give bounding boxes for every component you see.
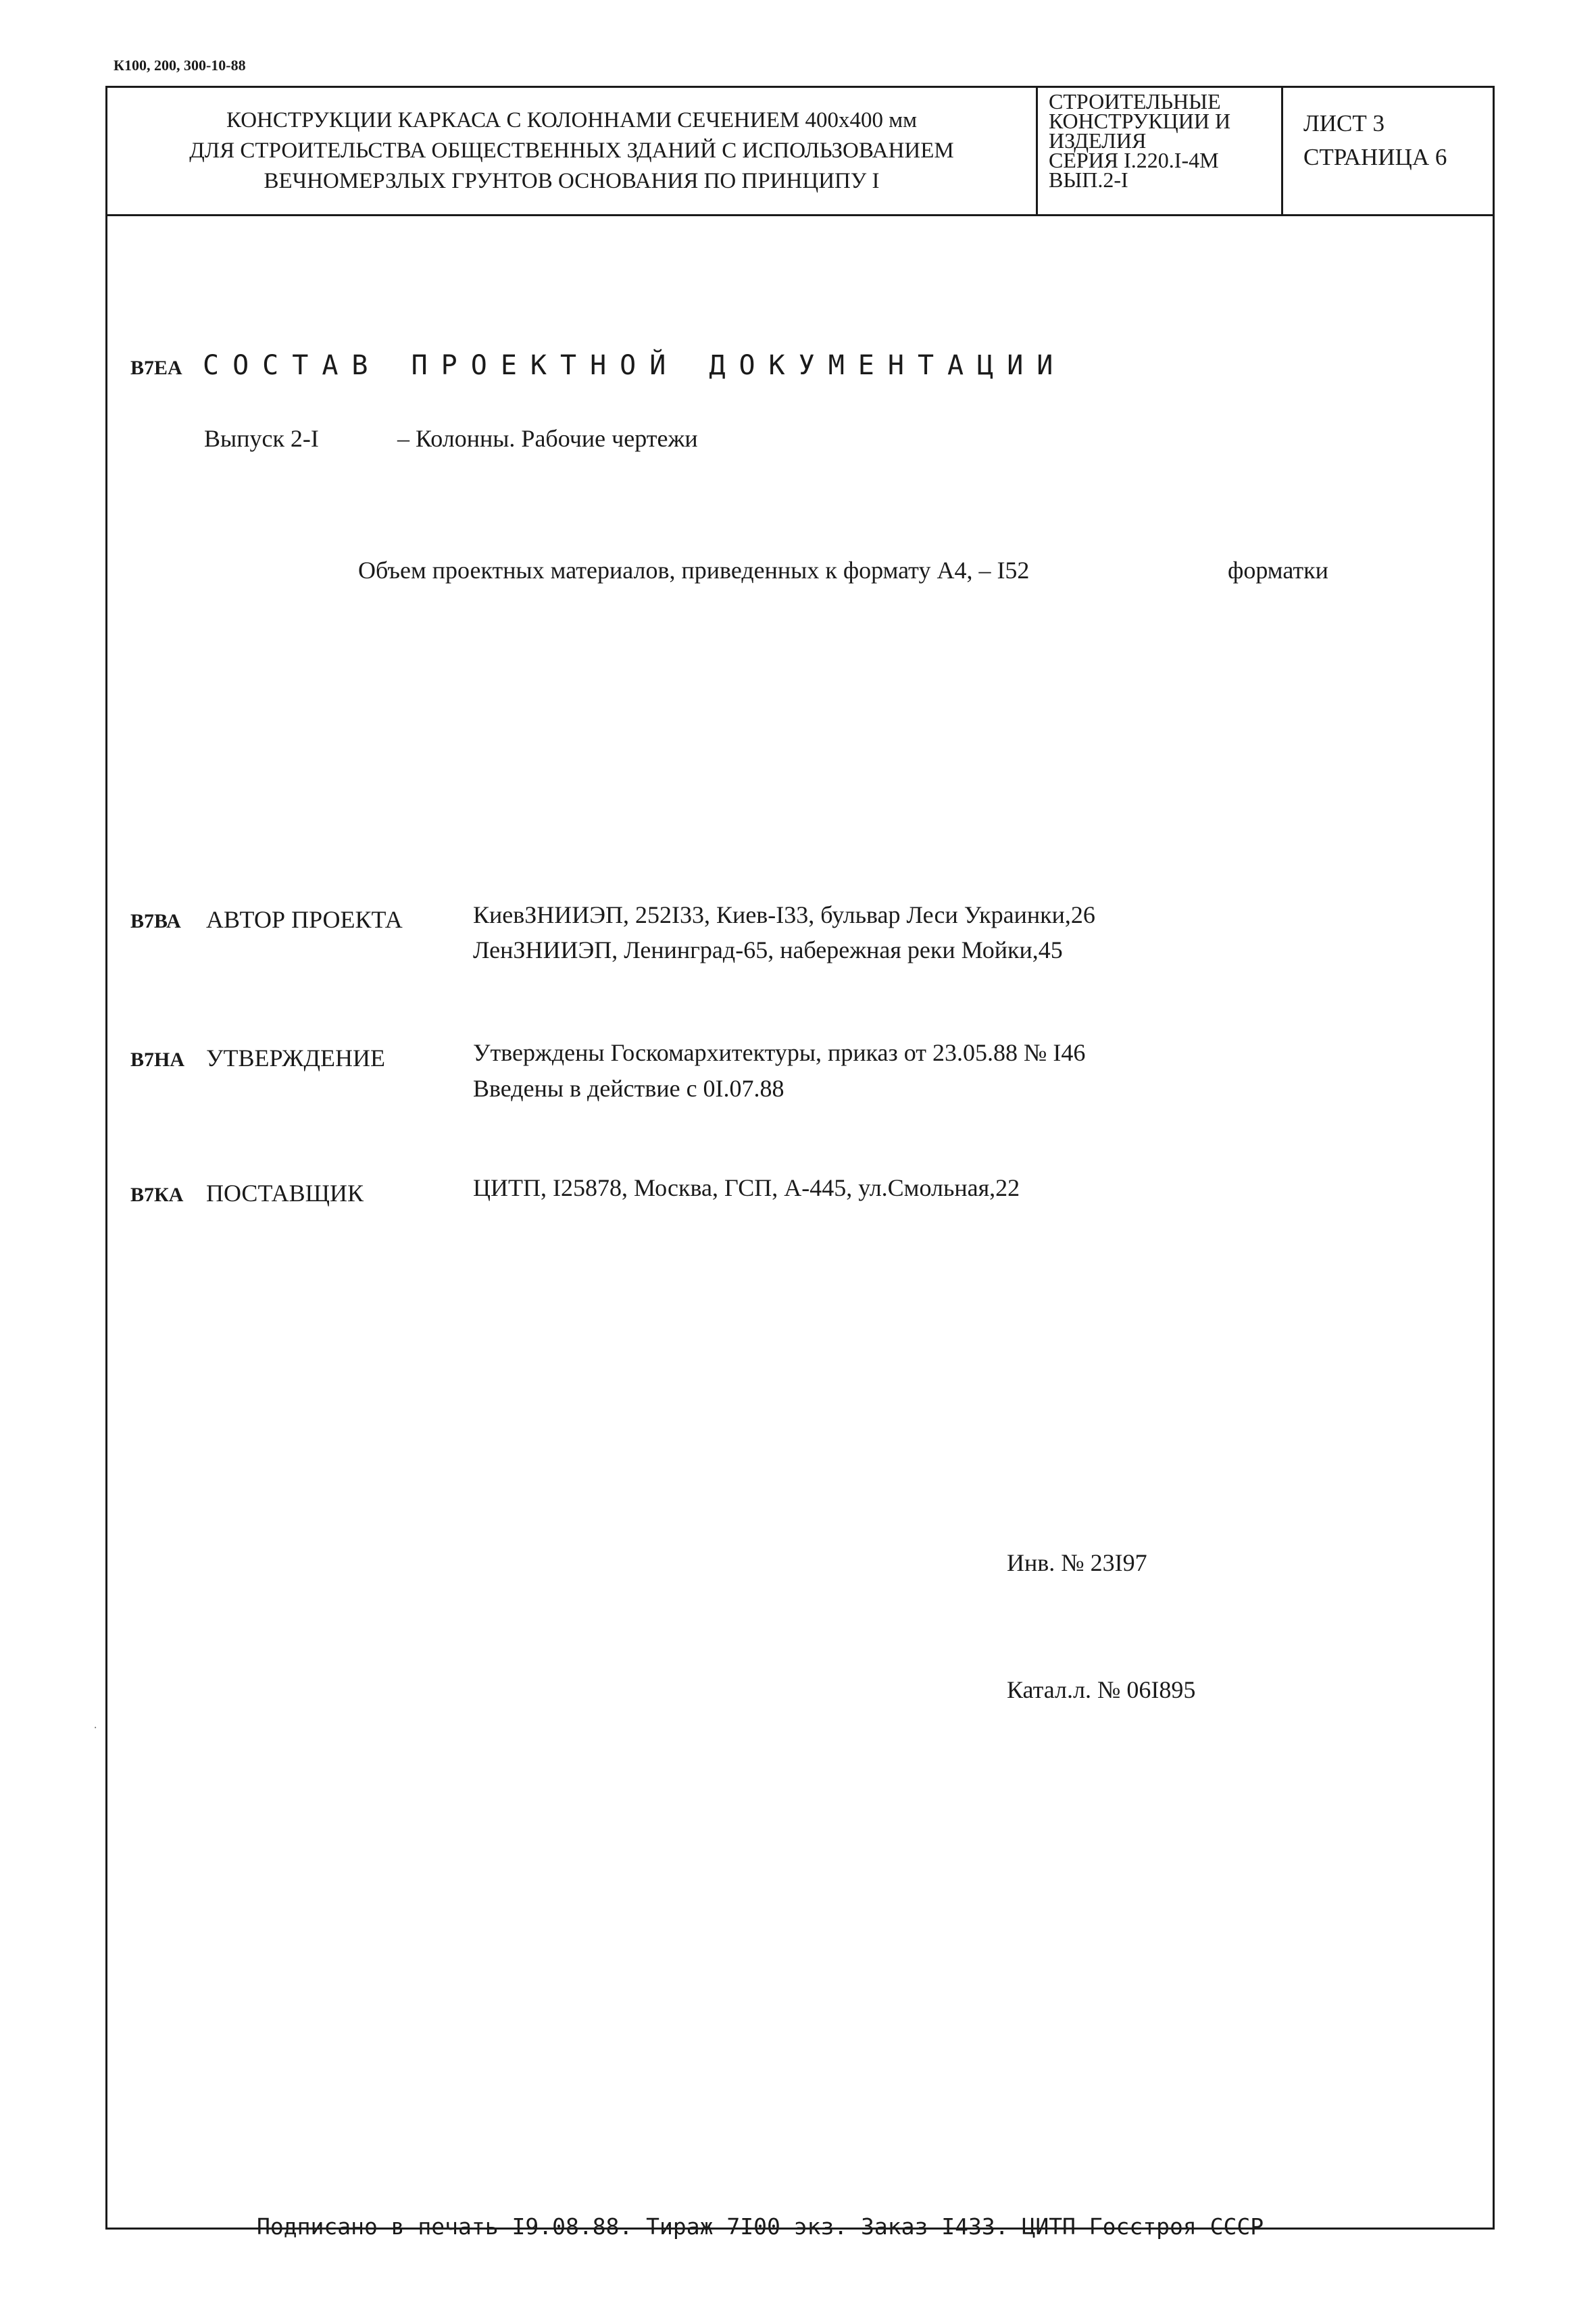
title-line-1: КОНСТРУКЦИИ КАРКАСА С КОЛОННАМИ СЕЧЕНИЕМ 400х400 мм bbox=[226, 108, 917, 132]
series-line-4: СЕРИЯ I.220.I-4М bbox=[1049, 148, 1219, 172]
approval-line-2: Введены в действие с 0I.07.88 bbox=[473, 1075, 784, 1102]
supplier-line-1: ЦИТП, I25878, Москва, ГСП, А-445, ул.Смольная,22 bbox=[473, 1174, 1020, 1201]
inventory-number: Инв. № 23I97 bbox=[1007, 1549, 1147, 1576]
composition-code: В7ЕА bbox=[130, 357, 182, 379]
author-code: В7ВА bbox=[130, 910, 181, 932]
page-frame bbox=[105, 86, 1495, 2230]
author-line-1: КиевЗНИИЭП, 252I33, Киев-I33, бульвар Леси Украинки,26 bbox=[473, 901, 1095, 928]
series-line-1: СТРОИТЕЛЬНЫЕ bbox=[1049, 89, 1221, 114]
catalog-number: Катал.л. № 06I895 bbox=[1007, 1676, 1196, 1703]
supplier-code: В7КА bbox=[130, 1184, 184, 1206]
scan-mark: · bbox=[93, 1723, 99, 1734]
approval-line-1: Утверждены Госкомархитектуры, приказ от 23.05.88 № I46 bbox=[473, 1039, 1086, 1066]
title-line-3: ВЕЧНОМЕРЗЛЫХ ГРУНТОВ ОСНОВАНИЯ ПО ПРИНЦИПУ I bbox=[264, 169, 880, 193]
issue-text: – Колонны. Рабочие чертежи bbox=[397, 425, 698, 452]
series-line-2: КОНСТРУКЦИИ И bbox=[1049, 109, 1231, 133]
approval-code: В7НА bbox=[130, 1049, 185, 1071]
issue-label: Выпуск 2-I bbox=[204, 425, 319, 452]
volume-unit: форматки bbox=[1228, 557, 1328, 584]
approval-label: УТВЕРЖДЕНИЕ bbox=[206, 1045, 386, 1072]
sheet-number: ЛИСТ 3 bbox=[1303, 110, 1385, 136]
volume-text: Объем проектных материалов, приведенных к формату А4, – I52 bbox=[358, 557, 1030, 584]
title-line-2: ДЛЯ СТРОИТЕЛЬСТВА ОБЩЕСТВЕННЫХ ЗДАНИЙ С ИСПОЛЬЗОВАНИЕМ bbox=[189, 139, 954, 163]
composition-heading: СОСТАВ ПРОЕКТНОЙ ДОКУМЕНТАЦИИ bbox=[203, 350, 1067, 381]
series-line-3: ИЗДЕЛИЯ bbox=[1049, 128, 1147, 153]
print-footer: Подписано в печать I9.08.88. Тираж 7I00 экз. Заказ I433. ЦИТП Госстроя СССР bbox=[257, 2213, 1264, 2240]
author-label: АВТОР ПРОЕКТА bbox=[206, 906, 403, 933]
document-code: К100, 200, 300-10-88 bbox=[114, 57, 246, 74]
series-cell bbox=[1038, 88, 1283, 214]
series-line-5: ВЫП.2-I bbox=[1049, 168, 1128, 192]
author-line-2: ЛенЗНИИЭП, Ленинград-65, набережная реки Мойки,45 bbox=[473, 936, 1063, 963]
supplier-label: ПОСТАВЩИК bbox=[206, 1180, 364, 1207]
page-number: СТРАНИЦА 6 bbox=[1303, 144, 1447, 170]
sheet-cell bbox=[1283, 88, 1493, 214]
title-cell bbox=[107, 88, 1038, 214]
title-block bbox=[107, 88, 1493, 216]
